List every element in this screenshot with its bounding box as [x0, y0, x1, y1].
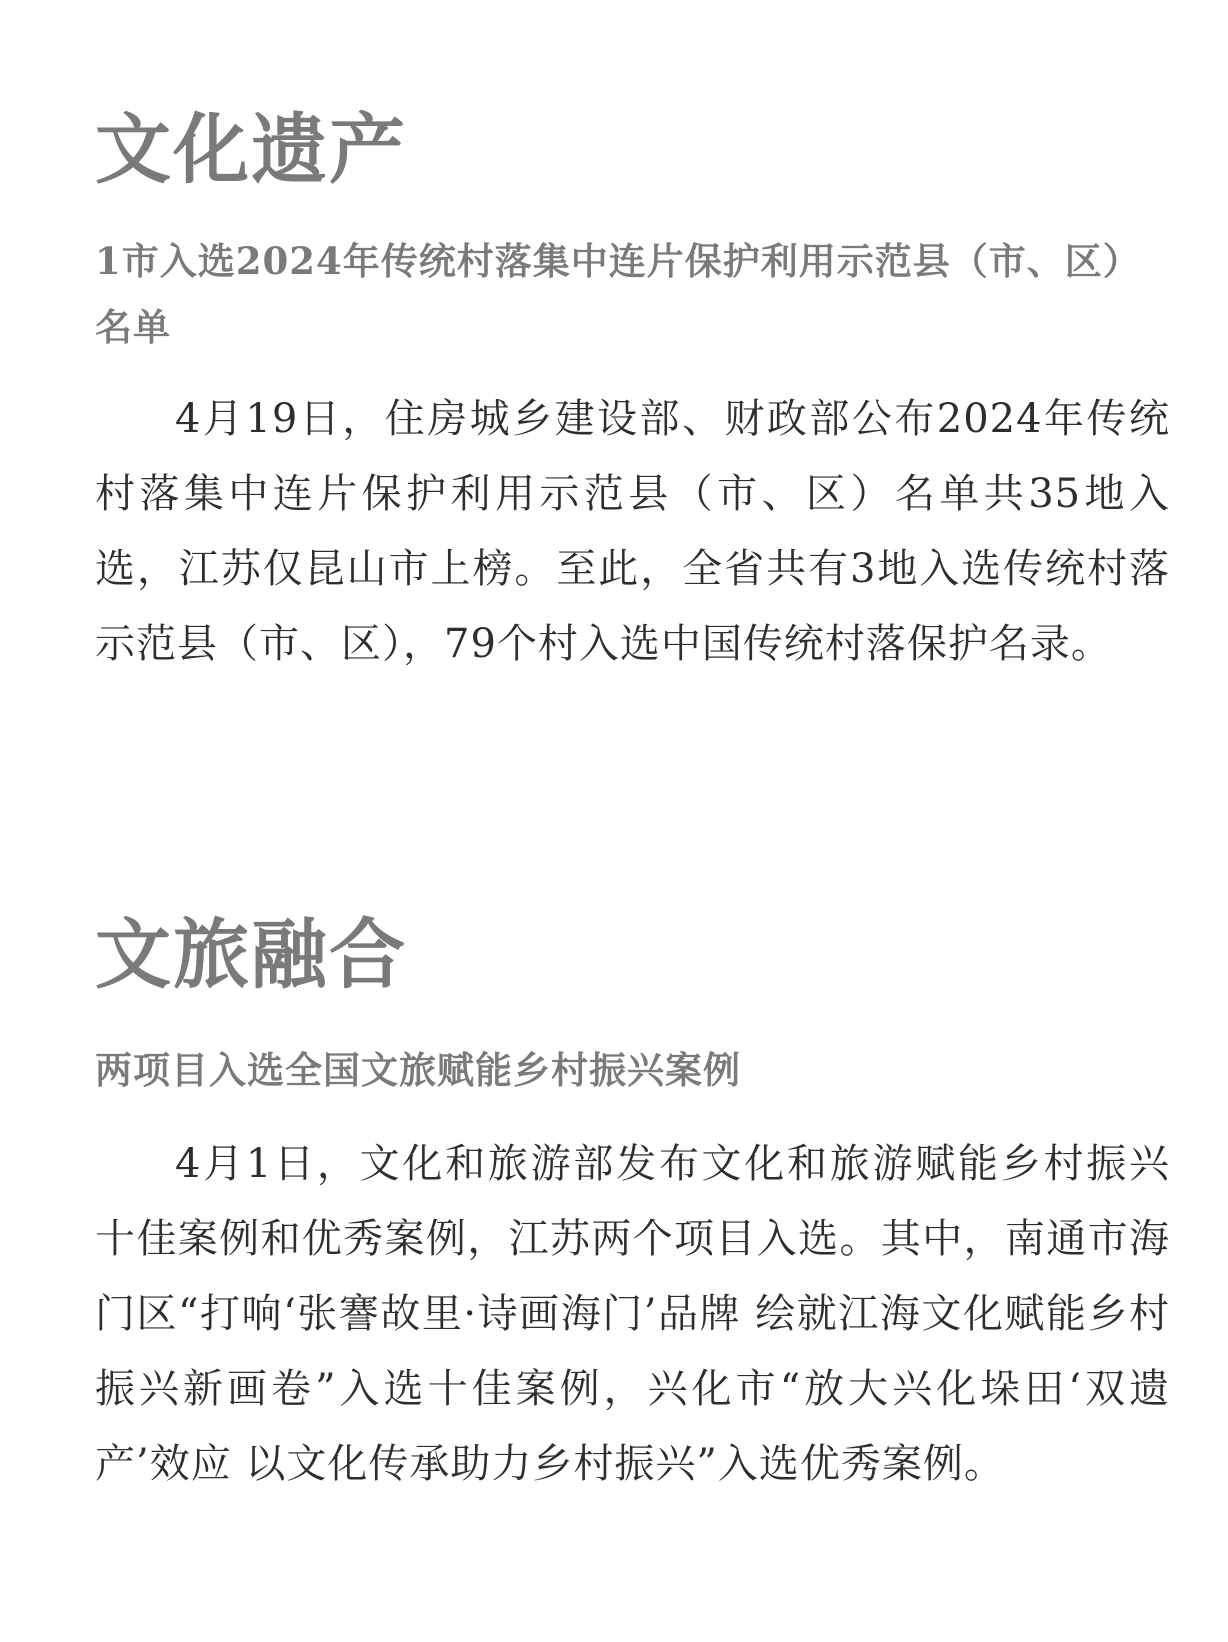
section-culture-tourism [95, 910, 1170, 1502]
section-heading: 文旅融合 [95, 910, 407, 999]
article-body: 4月19日，住房城乡建设部、财政部公布2024年传统村落集中连片保护利用示范县（市、区）名单共35地入选，江苏仅昆山市上榜。至此，全省共有3地入选传统村落示范县（市、区），79个村入选中国传统村落保护名录。 [95, 396, 1170, 667]
article-title: 1市入选2024年传统村落集中连片保护利用示范县（市、区）名单 [95, 239, 1141, 349]
section-heading: 文化遗产 [95, 105, 407, 194]
article-body: 4月1日，文化和旅游部发布文化和旅游赋能乡村振兴十佳案例和优秀案例，江苏两个项目入选。其中，南通市海门区“打响‘张謇故里·诗画海门’品牌 绘就江海文化赋能乡村振兴新画卷”入选十佳案例，兴化市“放大兴化垛田‘双遗产’效应 以文化传承助力乡村振兴”入选优秀案例。 [95, 1141, 1170, 1487]
article-title: 两项目入选全国文旅赋能乡村振兴案例 [95, 1048, 741, 1092]
section-cultural-heritage [95, 105, 1170, 682]
